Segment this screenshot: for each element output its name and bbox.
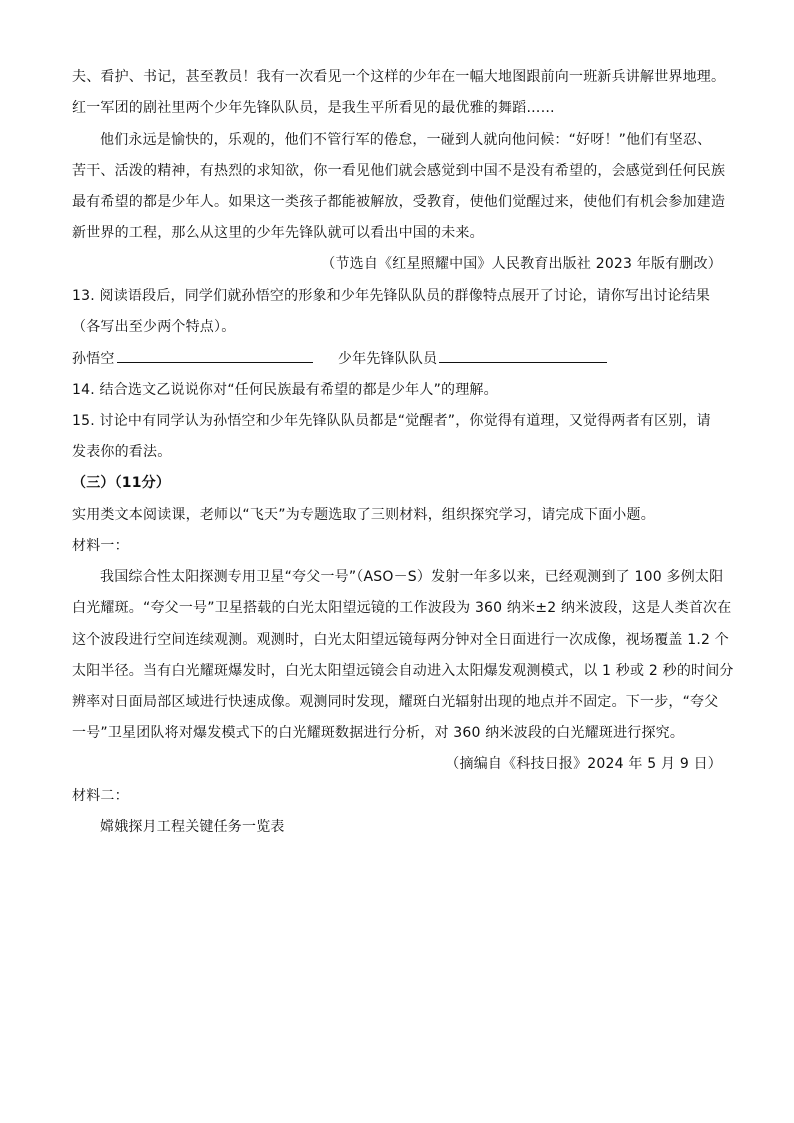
text-line: 最有希望的都是少年人。如果这一类孩子都能被解放，受教育，使他们觉醒过来，使他们有机会参加建造 bbox=[72, 194, 726, 210]
text-line: 红一军团的剧社里两个少年先锋队队员，是我生平所看见的最优雅的舞蹈…… bbox=[72, 100, 555, 116]
text-line: 辨率对日面局部区域进行快速成像。观测同时发现，耀斑白光辐射出现的地点并不固定。下一步，“夸父 bbox=[72, 694, 719, 710]
text-line: 新世界的工程，那么从这里的少年先锋队就可以看出中国的未来。 bbox=[72, 225, 484, 241]
text-line: 这个波段进行空间连续观测。观测时，白光太阳望远镜每两分钟对全日面进行一次成像，视场覆盖 1.2 个 bbox=[72, 632, 729, 648]
text-line: 苦干、活泼的精神，有热烈的求知欲，你一看见他们就会感觉到中国不是没有希望的，会感觉到任何民族 bbox=[72, 163, 726, 179]
question-13-continued: （各写出至少两个特点）。 bbox=[72, 319, 236, 335]
paragraph-start: 他们永远是愉快的，乐观的，他们不管行军的倦怠，一碰到人就向他问候：“好呀！”他们有坚忍、 bbox=[100, 132, 712, 148]
text-line: 一号”卫星团队将对爆发模式下的白光耀斑数据进行分析，对 360 纳米波段的白光耀斑进行探究。 bbox=[72, 725, 685, 741]
source-citation: （节选自《红星照耀中国》人民教育出版社 2023 年版有删改） bbox=[321, 256, 722, 272]
answer-line-row bbox=[72, 348, 722, 369]
section-intro: 实用类文本阅读课，老师以“飞天”为专题选取了三则材料，组织探究学习，请完成下面小题。 bbox=[72, 507, 655, 523]
material-one-label: 材料一： bbox=[72, 538, 129, 554]
text-line: 太阳半径。当有白光耀斑爆发时，白光太阳望远镜会自动进入太阳爆发观测模式，以 1 秒或 2 秒的时间分 bbox=[72, 663, 734, 679]
question-15-continued: 发表你的看法。 bbox=[72, 444, 172, 460]
material-two-label: 材料二： bbox=[72, 788, 129, 804]
text-line: 白光耀斑。“夸父一号”卫星搭载的白光太阳望远镜的工作波段为 360 纳米±2 纳米波段，这是人类首次在 bbox=[72, 600, 732, 616]
source-citation: （摘编自《科技日报》2024 年 5 月 9 日） bbox=[445, 756, 722, 772]
question-15: 15. 讨论中有同学认为孙悟空和少年先锋队队员都是“觉醒者”，你觉得有道理，又觉得两者有区别，请 bbox=[72, 413, 711, 429]
table-title: 嫦娥探月工程关键任务一览表 bbox=[100, 819, 285, 835]
pioneers-answer-blank[interactable] bbox=[439, 348, 607, 363]
question-14: 14. 结合选文乙说说你对“任何民族最有希望的都是少年人”的理解。 bbox=[72, 382, 498, 398]
pioneers-label: 少年先锋队队员 bbox=[337, 351, 438, 367]
question-13: 13. 阅读语段后，同学们就孙悟空的形象和少年先锋队队员的群像特点展开了讨论，请你写出讨论结果 bbox=[72, 288, 711, 304]
section-heading: （三）（11分） bbox=[72, 475, 171, 491]
text-line: 夫、看护、书记，甚至教员！我有一次看见一个这样的少年在一幅大地图跟前向一班新兵讲解世界地理。 bbox=[72, 69, 726, 85]
paragraph-start: 我国综合性太阳探测专用卫星“夸父一号”（ASO－S）发射一年多以来，已经观测到了 100 多例太阳 bbox=[100, 569, 724, 585]
sun-wukong-answer-blank[interactable] bbox=[117, 348, 313, 363]
sun-wukong-label: 孙悟空 bbox=[72, 351, 115, 367]
